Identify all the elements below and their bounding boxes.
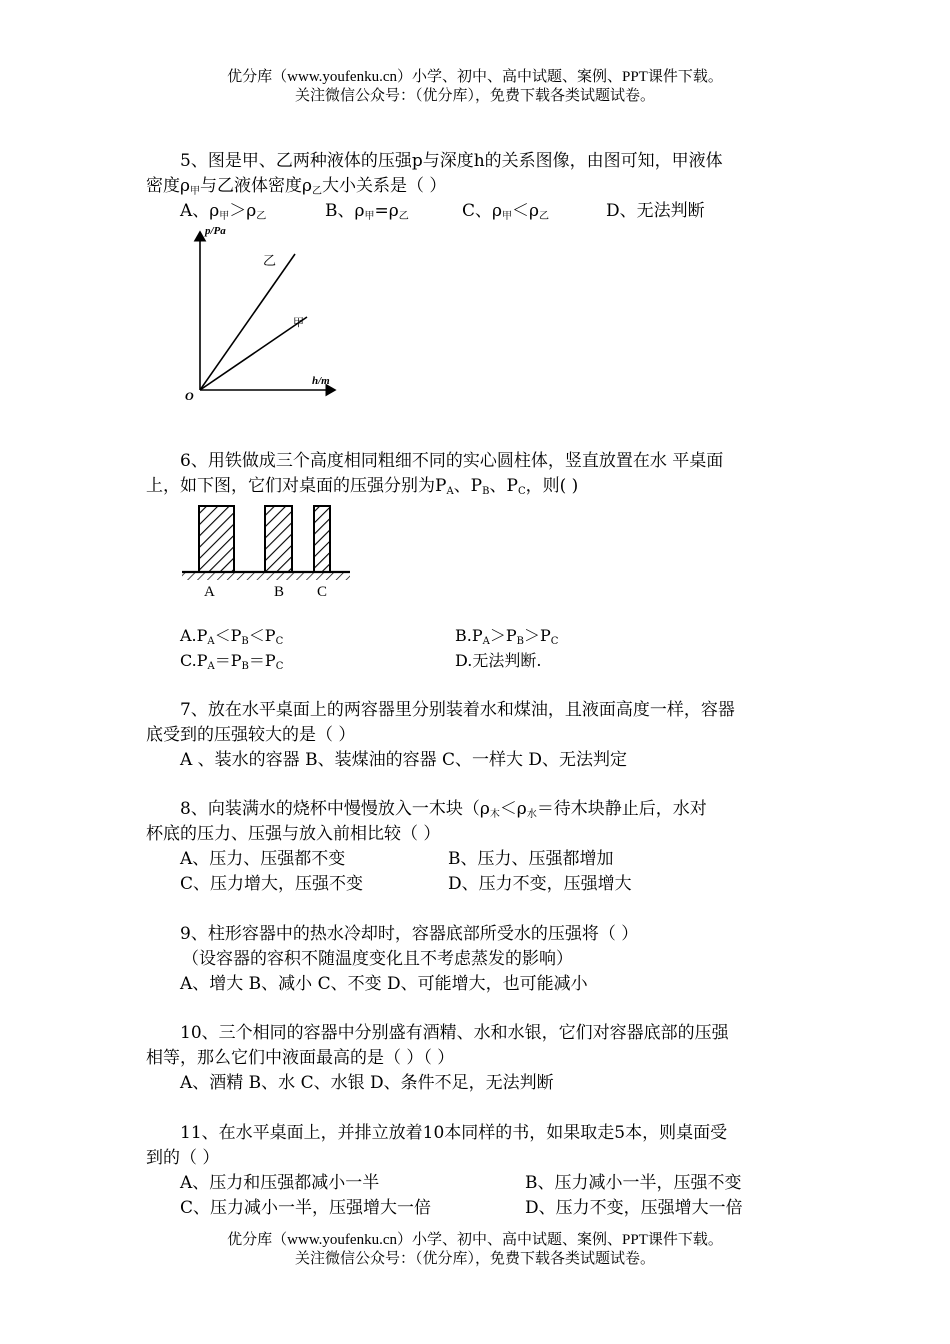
q5-jia-label: 甲 <box>293 316 304 329</box>
cylinder-c-label: C <box>317 584 328 600</box>
q6-option-d: D.无法判断. <box>455 651 542 670</box>
q5-y-axis-label: p/Pa <box>205 225 226 237</box>
cylinder-a-label: A <box>204 584 215 600</box>
q8-line-2: 杯底的压力、压强与放入前相比较（ ） <box>146 824 441 844</box>
q7-line-2: 底受到的压强较大的是（ ） <box>146 725 356 745</box>
q6-option-c: $C.P_A=P_B=P_C$ <box>180 651 284 672</box>
q11-option-b: B、压力减小一半，压强不变 <box>525 1173 742 1193</box>
q10-options: A、酒精 B、水 C、水银 D、条件不足，无法判断 <box>180 1073 554 1093</box>
q8-option-a: A、压力、压强都不变 <box>180 849 346 869</box>
q5-option-b: B、$\rho_甲=\rho_乙$ <box>325 201 409 222</box>
q5-line-2: 密度$\rho_甲$与乙液体密度$\rho_乙$大小关系是（ ） <box>146 176 447 197</box>
q5-line-jia <box>200 317 307 390</box>
q10-line-1: 10、三个相同的容器中分别盛有酒精、水和水银，它们对容器底部的压强 <box>180 1023 729 1043</box>
q5-pressure-depth-graph <box>175 222 345 407</box>
q6-line-2: 上，如下图，它们对桌面的压强分别为$P_A$、$P_B$、$P_C$，则( ) <box>146 476 579 497</box>
q11-option-c: C、压力减小一半，压强增大一倍 <box>180 1198 432 1218</box>
q8-option-d: D、压力不变，压强增大 <box>448 874 632 894</box>
q5-option-c: C、$\rho_甲<\rho_乙$ <box>462 201 550 222</box>
q10-line-2: 相等，那么它们中液面最高的是（ ）（ ） <box>146 1048 455 1068</box>
q7-options: A 、装水的容器 B、装煤油的容器 C、一样大 D、无法判定 <box>180 750 628 770</box>
cylinder-c <box>314 506 330 572</box>
q7-line-1: 7、放在水平桌面上的两容器里分别装着水和煤油，且液面高度一样，容器 <box>180 700 735 720</box>
q5-line-1: 5、图是甲、乙两种液体的压强p与深度h的关系图像，由图可知，甲液体 <box>180 151 723 171</box>
header-line-1: 优分库（www.youfenku.cn）小学、初中、高中试题、案例、PPT课件下载。 <box>227 69 723 85</box>
q11-option-a: A、压力和压强都减小一半 <box>180 1173 380 1193</box>
q11-line-2: 到的（ ） <box>146 1148 220 1168</box>
q9-options: A、增大 B、减小 C、不变 D、可能增大，也可能减小 <box>180 974 588 994</box>
table-surface-hatch <box>182 572 350 580</box>
q5-origin-label: O <box>185 389 194 403</box>
header-line-2: 关注微信公众号：（优分库），免费下载各类试题试卷。 <box>294 88 655 104</box>
q5-x-axis-label: h/m <box>312 375 330 387</box>
q5-line-yi <box>200 254 295 390</box>
q9-line-1: 9、柱形容器中的热水冷却时，容器底部所受水的压强将（ ） <box>180 924 639 944</box>
q5-yi-label: 乙 <box>263 254 277 269</box>
q9-line-2: （设容器的容积不随温度变化且不考虑蒸发的影响） <box>182 949 573 969</box>
q8-option-b: B、压力、压强都增加 <box>448 849 614 869</box>
cylinder-a <box>199 506 234 572</box>
q6-option-a: $A.P_A<P_B<P_C$ <box>180 626 284 647</box>
q5-option-a: A、$\rho_甲>\rho_乙$ <box>180 201 267 222</box>
q6-line-1: 6、用铁做成三个高度相同粗细不同的实心圆柱体，竖直放置在水 平桌面 <box>180 451 724 471</box>
q8-line-1: 8、向装满水的烧杯中慢慢放入一木块（$\rho_木<\rho_水=$待木块静止后，水对 <box>180 799 707 820</box>
q11-line-1: 11、在水平桌面上，并排立放着10本同样的书，如果取走5本，则桌面受 <box>180 1123 728 1143</box>
q6-option-b: $B.P_A>P_B>P_C$ <box>455 626 559 647</box>
footer-line-2: 关注微信公众号：（优分库），免费下载各类试题试卷。 <box>294 1251 655 1267</box>
q6-cylinders-figure <box>178 500 358 602</box>
cylinder-b-label: B <box>274 584 285 600</box>
q8-option-c: C、压力增大，压强不变 <box>180 874 364 894</box>
q11-option-d: D、压力不变，压强增大一倍 <box>525 1198 743 1218</box>
q5-option-d: D、无法判断 <box>606 201 705 221</box>
cylinder-b <box>265 506 292 572</box>
footer-line-1: 优分库（www.youfenku.cn）小学、初中、高中试题、案例、PPT课件下载。 <box>227 1232 723 1248</box>
